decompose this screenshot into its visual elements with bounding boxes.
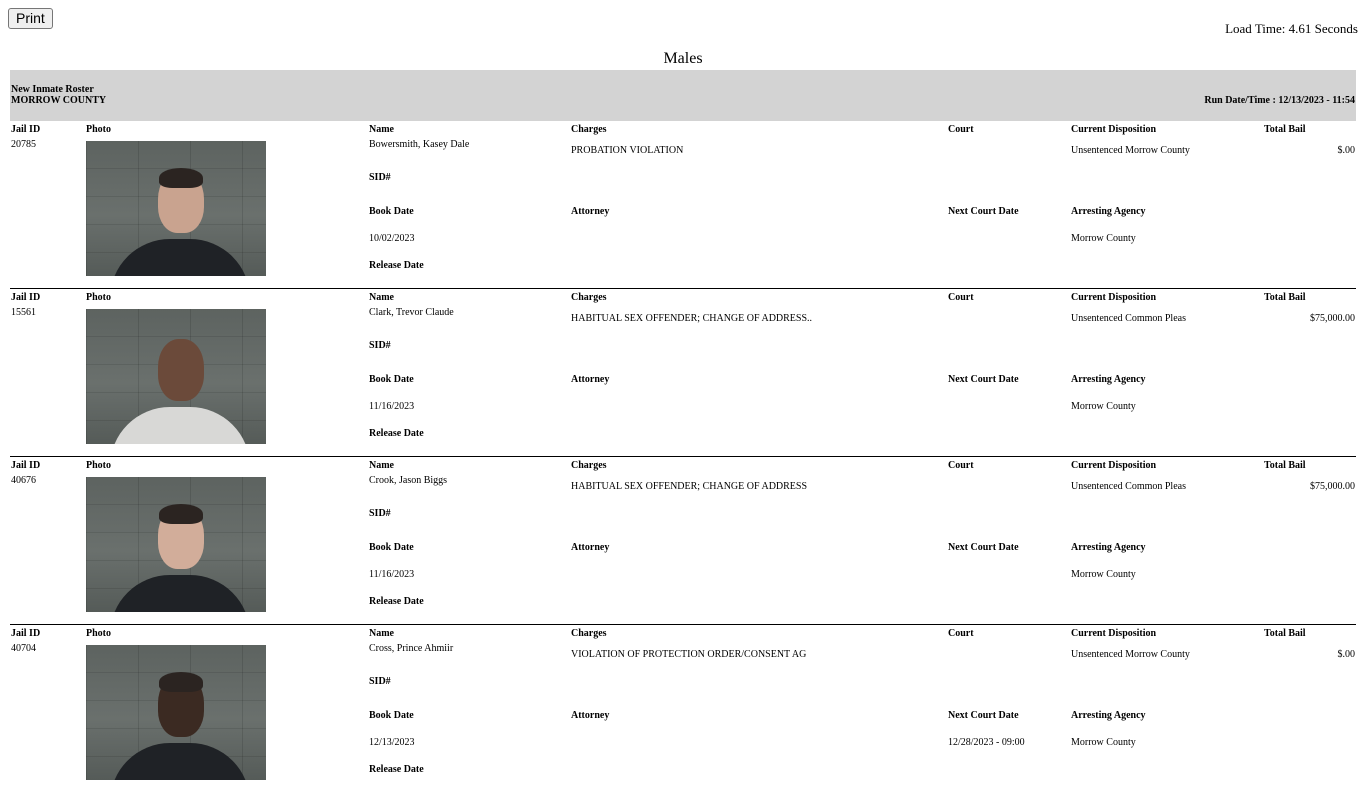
attorney-label: Attorney: [571, 542, 610, 553]
run-datetime: Run Date/Time : 12/13/2023 - 11:54: [1204, 95, 1355, 106]
attorney-label: Attorney: [571, 206, 610, 217]
inmate-record: [10, 121, 1356, 289]
print-button[interactable]: Print: [8, 8, 53, 29]
inmate-photo[interactable]: [86, 645, 266, 780]
load-time: Load Time: 4.61 Seconds: [1225, 21, 1358, 36]
book-date-label: Book Date: [369, 710, 414, 721]
release-date-label: Release Date: [369, 428, 424, 439]
charges-label: Charges: [571, 460, 607, 471]
inmate-record: [10, 289, 1356, 457]
inmate-photo[interactable]: [86, 477, 266, 612]
book-date-value: 11/16/2023: [369, 401, 415, 412]
total-bail-value: $75,000.00: [1310, 313, 1355, 324]
book-date-value: 11/16/2023: [369, 569, 415, 580]
charges-value: VIOLATION OF PROTECTION ORDER/CONSENT AG: [571, 649, 807, 660]
jail-id-value: 40704: [11, 643, 36, 654]
charges-label: Charges: [571, 292, 607, 303]
name-label: Name: [369, 460, 394, 471]
book-date-value: 12/13/2023: [369, 737, 415, 748]
next-court-date-value: 12/28/2023 - 09:00: [948, 737, 1025, 748]
inmate-photo[interactable]: [86, 141, 266, 276]
charges-value: HABITUAL SEX OFFENDER; CHANGE OF ADDRESS: [571, 481, 808, 492]
total-bail-label: Total Bail: [1264, 628, 1306, 639]
court-label: Court: [948, 628, 974, 639]
jail-id-label: Jail ID: [11, 628, 41, 639]
disposition-value: Unsentenced Morrow County: [1071, 145, 1190, 156]
total-bail-label: Total Bail: [1264, 460, 1306, 471]
total-bail-label: Total Bail: [1264, 124, 1306, 135]
sid-label: SID#: [369, 676, 391, 687]
book-date-label: Book Date: [369, 374, 414, 385]
release-date-label: Release Date: [369, 764, 424, 775]
release-date-label: Release Date: [369, 260, 424, 271]
inmate-photo[interactable]: [86, 309, 266, 444]
jail-id-label: Jail ID: [11, 460, 41, 471]
jail-id-value: 15561: [11, 307, 36, 318]
total-bail-value: $.00: [1337, 145, 1355, 156]
roster-header: [10, 70, 1356, 121]
inmate-roster: [10, 121, 1356, 792]
arresting-agency-label: Arresting Agency: [1071, 710, 1146, 721]
arresting-agency-value: Morrow County: [1071, 401, 1136, 412]
total-bail-value: $75,000.00: [1310, 481, 1355, 492]
next-court-date-label: Next Court Date: [948, 542, 1019, 553]
sid-label: SID#: [369, 508, 391, 519]
photo-label: Photo: [86, 124, 111, 135]
release-date-label: Release Date: [369, 596, 424, 607]
sid-label: SID#: [369, 172, 391, 183]
jail-id-label: Jail ID: [11, 124, 41, 135]
roster-county: MORROW COUNTY: [11, 95, 107, 106]
charges-value: PROBATION VIOLATION: [571, 145, 684, 156]
total-bail-value: $.00: [1337, 649, 1355, 660]
disposition-label: Current Disposition: [1071, 460, 1157, 471]
court-label: Court: [948, 460, 974, 471]
disposition-label: Current Disposition: [1071, 124, 1157, 135]
book-date-value: 10/02/2023: [369, 233, 415, 244]
disposition-label: Current Disposition: [1071, 628, 1157, 639]
total-bail-label: Total Bail: [1264, 292, 1306, 303]
arresting-agency-label: Arresting Agency: [1071, 374, 1146, 385]
charges-label: Charges: [571, 124, 607, 135]
next-court-date-label: Next Court Date: [948, 374, 1019, 385]
next-court-date-label: Next Court Date: [948, 206, 1019, 217]
attorney-label: Attorney: [571, 710, 610, 721]
disposition-label: Current Disposition: [1071, 292, 1157, 303]
arresting-agency-value: Morrow County: [1071, 569, 1136, 580]
disposition-value: Unsentenced Morrow County: [1071, 649, 1190, 660]
photo-label: Photo: [86, 460, 111, 471]
attorney-label: Attorney: [571, 374, 610, 385]
name-label: Name: [369, 292, 394, 303]
name-label: Name: [369, 628, 394, 639]
disposition-value: Unsentenced Common Pleas: [1071, 481, 1186, 492]
jail-id-value: 20785: [11, 139, 36, 150]
disposition-value: Unsentenced Common Pleas: [1071, 313, 1186, 324]
name-value: Cross, Prince Ahmiir: [369, 643, 454, 654]
court-label: Court: [948, 124, 974, 135]
charges-value: HABITUAL SEX OFFENDER; CHANGE OF ADDRESS..: [571, 313, 813, 324]
inmate-record: [10, 625, 1356, 792]
next-court-date-label: Next Court Date: [948, 710, 1019, 721]
jail-id-label: Jail ID: [11, 292, 41, 303]
jail-id-value: 40676: [11, 475, 36, 486]
name-value: Clark, Trevor Claude: [369, 307, 454, 318]
court-label: Court: [948, 292, 974, 303]
arresting-agency-label: Arresting Agency: [1071, 542, 1146, 553]
charges-label: Charges: [571, 628, 607, 639]
roster-title: New Inmate Roster: [11, 84, 94, 95]
arresting-agency-value: Morrow County: [1071, 233, 1136, 244]
photo-label: Photo: [86, 628, 111, 639]
book-date-label: Book Date: [369, 542, 414, 553]
section-title: Males: [663, 50, 703, 67]
arresting-agency-label: Arresting Agency: [1071, 206, 1146, 217]
book-date-label: Book Date: [369, 206, 414, 217]
name-value: Bowersmith, Kasey Dale: [369, 139, 470, 150]
arresting-agency-value: Morrow County: [1071, 737, 1136, 748]
name-value: Crook, Jason Biggs: [369, 475, 448, 486]
inmate-record: [10, 457, 1356, 625]
photo-label: Photo: [86, 292, 111, 303]
sid-label: SID#: [369, 340, 391, 351]
name-label: Name: [369, 124, 394, 135]
